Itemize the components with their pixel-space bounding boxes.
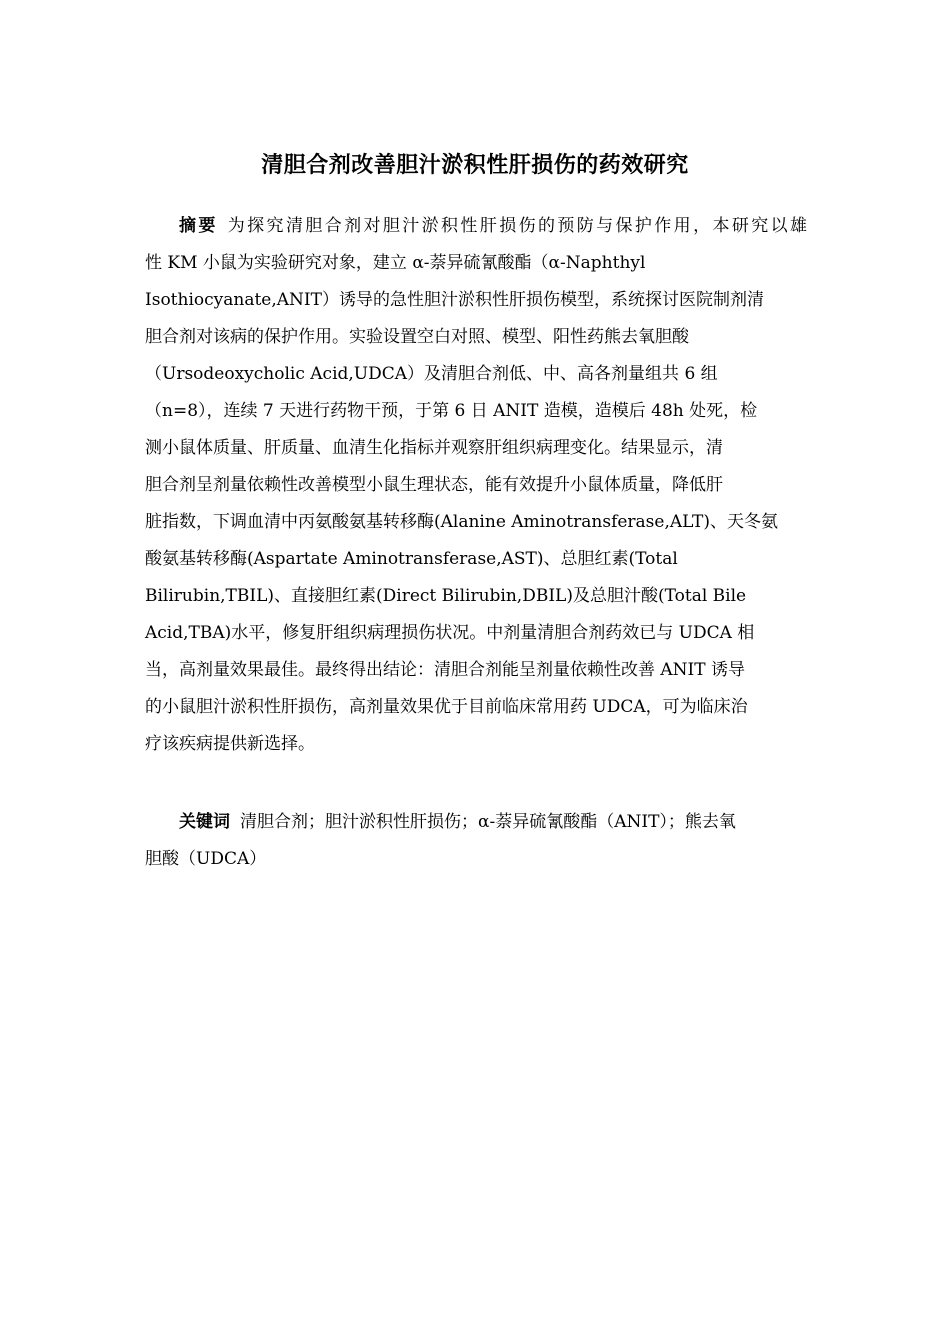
keywords-label: 关键词 xyxy=(179,812,230,832)
keywords-text: 清胆合剂；胆汁淤积性肝损伤；α-萘异硫氰酸酯（ANIT）；熊去氧 xyxy=(240,812,736,832)
abstract-line: 胆合剂呈剂量依赖性改善模型小鼠生理状态，能有效提升小鼠体质量，降低肝 xyxy=(145,475,723,495)
abstract-line: 酸氨基转移酶(Aspartate Aminotransferase,AST)、总胆红素(Total xyxy=(145,549,678,569)
abstract-line: （n=8），连续 7 天进行药物干预，于第 6 日 ANIT 造模，造模后 48h 处死，检 xyxy=(145,401,758,421)
abstract-line: Bilirubin,TBIL)、直接胆红素(Direct Bilirubin,DBIL)及总胆汁酸(Total Bile xyxy=(145,586,747,606)
abstract-line: 胆合剂对该病的保护作用。实验设置空白对照、模型、阳性药熊去氧胆酸 xyxy=(145,327,689,347)
abstract-section xyxy=(145,208,807,763)
keywords-section xyxy=(145,804,807,878)
abstract-label: 摘要 xyxy=(179,216,218,236)
abstract-line: Acid,TBA)水平，修复肝组织病理损伤状况。中剂量清胆合剂药效已与 UDCA 相 xyxy=(145,623,755,643)
abstract-line: 测小鼠体质量、肝质量、血清生化指标并观察肝组织病理变化。结果显示，清 xyxy=(145,438,723,458)
document-title: 清胆合剂改善胆汁淤积性肝损伤的药效研究 xyxy=(261,153,689,178)
abstract-line: 的小鼠胆汁淤积性肝损伤，高剂量效果优于目前临床常用药 UDCA，可为临床治 xyxy=(145,697,748,717)
abstract-line xyxy=(145,208,807,245)
abstract-line: 脏指数，下调血清中丙氨酸氨基转移酶(Alanine Aminotransferase,ALT)、天冬氨 xyxy=(145,512,779,532)
abstract-line: 疗该疾病提供新选择。 xyxy=(145,734,315,754)
keywords-line: 胆酸（UDCA） xyxy=(145,849,267,869)
keywords-line xyxy=(145,804,807,841)
abstract-line: 当，高剂量效果最佳。最终得出结论：清胆合剂能呈剂量依赖性改善 ANIT 诱导 xyxy=(145,660,746,680)
abstract-text: 为探究清胆合剂对胆汁淤积性肝损伤的预防与保护作用，本研究以雄 xyxy=(227,216,808,236)
abstract-line: （Ursodeoxycholic Acid,UDCA）及清胆合剂低、中、高各剂量组共 6 组 xyxy=(145,364,718,384)
abstract-line: 性 KM 小鼠为实验研究对象，建立 α-萘异硫氰酸酯（α-Naphthyl xyxy=(145,253,646,273)
abstract-line: Isothiocyanate,ANIT）诱导的急性胆汁淤积性肝损伤模型，系统探讨医院制剂清 xyxy=(145,290,764,310)
